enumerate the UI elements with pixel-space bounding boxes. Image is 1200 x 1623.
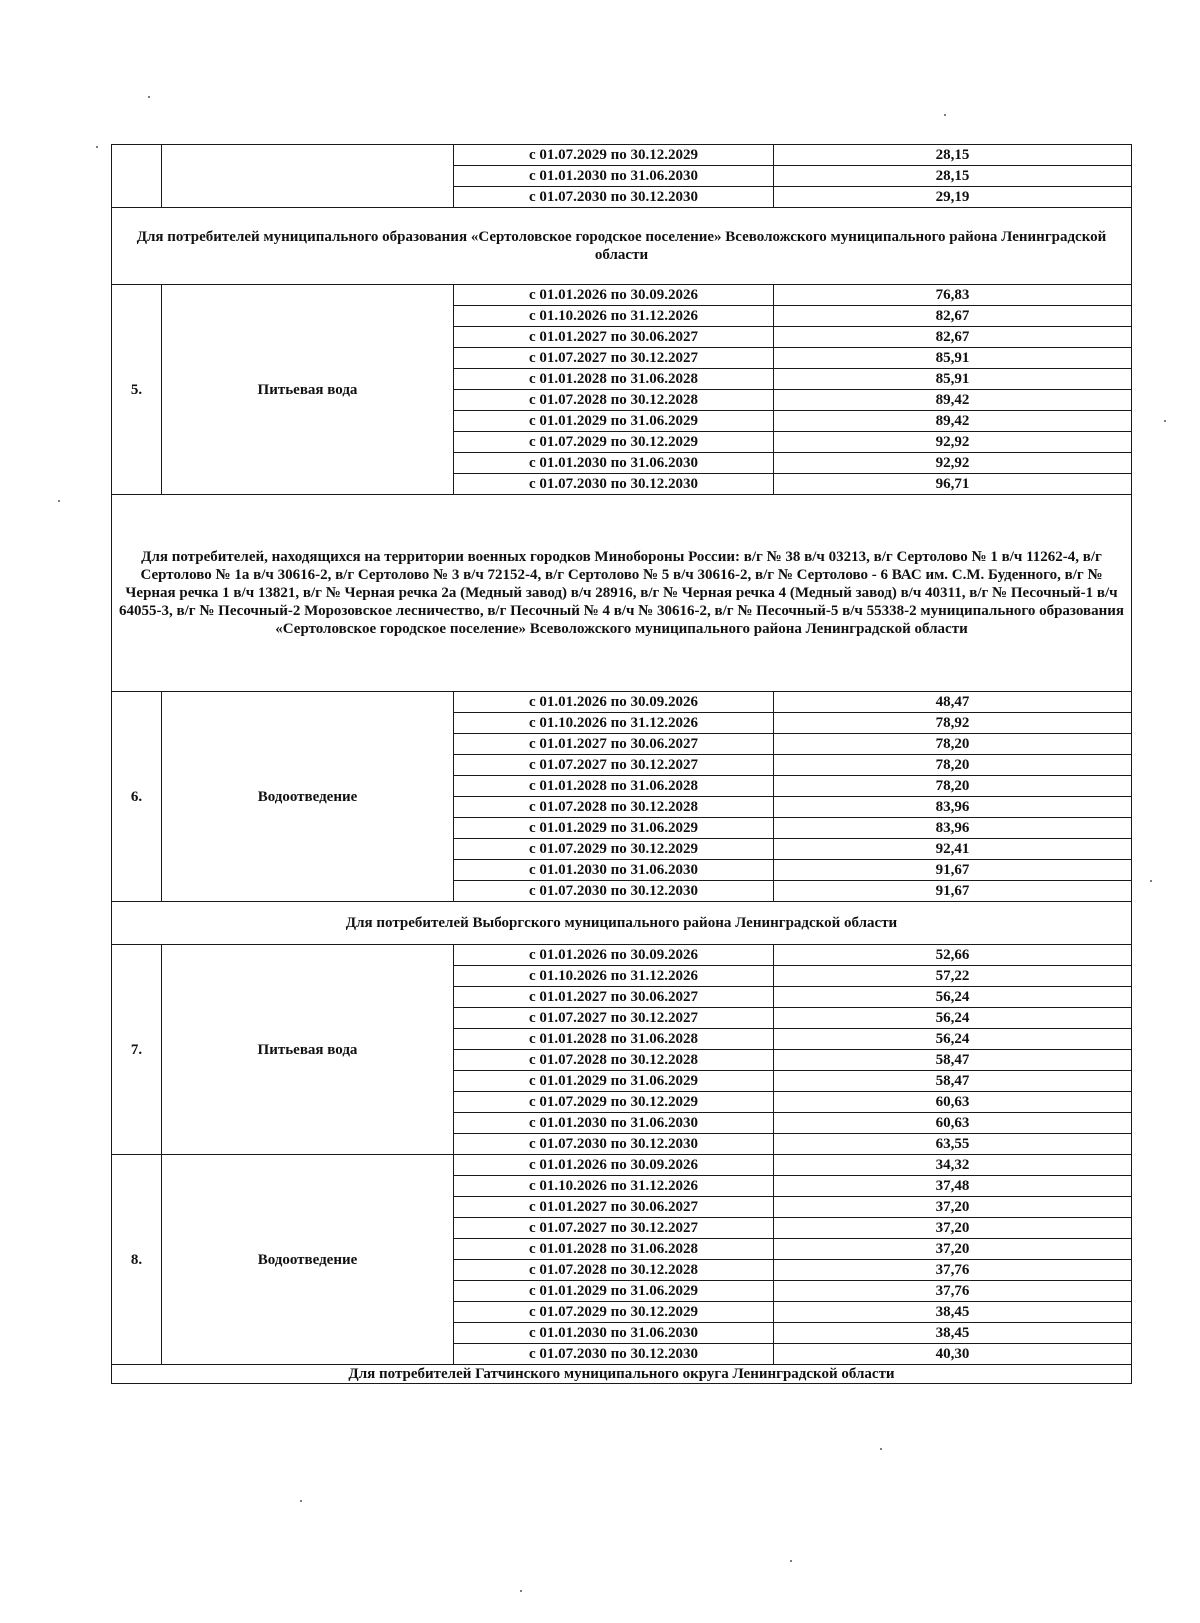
section-header-row <box>112 495 1132 692</box>
period-cell: с 01.07.2027 по 30.12.2027 <box>454 1218 774 1239</box>
period-cell: с 01.10.2026 по 31.12.2026 <box>454 306 774 327</box>
section-header-row <box>112 902 1132 945</box>
period-cell: с 01.10.2026 по 31.12.2026 <box>454 713 774 734</box>
tariff-value: 63,55 <box>774 1134 1132 1155</box>
tariff-value: 78,20 <box>774 734 1132 755</box>
tariff-value: 92,41 <box>774 839 1132 860</box>
item-number: 8. <box>112 1155 162 1365</box>
item-number: 6. <box>112 692 162 902</box>
period-cell: с 01.07.2028 по 30.12.2028 <box>454 390 774 411</box>
period-cell: с 01.07.2030 по 30.12.2030 <box>454 187 774 208</box>
tariff-value: 89,42 <box>774 411 1132 432</box>
tariff-value: 37,20 <box>774 1239 1132 1260</box>
tariff-value: 83,96 <box>774 818 1132 839</box>
tariff-value: 85,91 <box>774 369 1132 390</box>
period-cell: с 01.01.2027 по 30.06.2027 <box>454 987 774 1008</box>
period-cell: с 01.07.2027 по 30.12.2027 <box>454 755 774 776</box>
service-name: Водоотведение <box>162 692 454 902</box>
tariff-value: 89,42 <box>774 390 1132 411</box>
scan-speck <box>300 1500 302 1502</box>
tariff-value: 96,71 <box>774 474 1132 495</box>
period-cell: с 01.01.2028 по 31.06.2028 <box>454 1029 774 1050</box>
tariff-table <box>111 144 1132 1384</box>
period-cell: с 01.10.2026 по 31.12.2026 <box>454 966 774 987</box>
period-cell: с 01.01.2026 по 30.09.2026 <box>454 692 774 713</box>
service-name: Водоотведение <box>162 1155 454 1365</box>
tariff-value: 60,63 <box>774 1092 1132 1113</box>
period-cell: с 01.01.2030 по 31.06.2030 <box>454 860 774 881</box>
tariff-value: 38,45 <box>774 1323 1132 1344</box>
tariff-value: 37,20 <box>774 1197 1132 1218</box>
period-cell: с 01.07.2030 по 30.12.2030 <box>454 474 774 495</box>
tariff-value: 78,92 <box>774 713 1132 734</box>
section-header-row <box>112 208 1132 285</box>
period-cell: с 01.07.2030 по 30.12.2030 <box>454 1344 774 1365</box>
period-cell: с 01.01.2026 по 30.09.2026 <box>454 945 774 966</box>
tariff-value: 85,91 <box>774 348 1132 369</box>
tariff-value: 37,48 <box>774 1176 1132 1197</box>
tariff-row <box>112 692 1132 713</box>
period-cell: с 01.07.2029 по 30.12.2029 <box>454 145 774 166</box>
tariff-value: 60,63 <box>774 1113 1132 1134</box>
period-cell: с 01.07.2029 по 30.12.2029 <box>454 1302 774 1323</box>
period-cell: с 01.01.2030 по 31.06.2030 <box>454 1323 774 1344</box>
tariff-value: 76,83 <box>774 285 1132 306</box>
service-name <box>162 145 454 208</box>
item-number <box>112 145 162 208</box>
tariff-value: 58,47 <box>774 1071 1132 1092</box>
item-number: 5. <box>112 285 162 495</box>
tariff-value: 40,30 <box>774 1344 1132 1365</box>
section-header-text: Для потребителей Выборгского муниципального района Ленинградской области <box>112 902 1132 945</box>
scan-speck <box>148 96 150 98</box>
scan-speck <box>944 114 946 116</box>
period-cell: с 01.01.2028 по 31.06.2028 <box>454 369 774 390</box>
tariff-value: 78,20 <box>774 776 1132 797</box>
tariff-row <box>112 945 1132 966</box>
tariff-value: 57,22 <box>774 966 1132 987</box>
period-cell: с 01.01.2029 по 31.06.2029 <box>454 818 774 839</box>
section-header-text: Для потребителей Гатчинского муниципального округа Ленинградской области <box>112 1365 1132 1384</box>
scan-speck <box>96 146 98 148</box>
period-cell: с 01.01.2028 по 31.06.2028 <box>454 776 774 797</box>
period-cell: с 01.01.2026 по 30.09.2026 <box>454 1155 774 1176</box>
tariff-value: 37,20 <box>774 1218 1132 1239</box>
period-cell: с 01.07.2028 по 30.12.2028 <box>454 1260 774 1281</box>
tariff-value: 82,67 <box>774 306 1132 327</box>
period-cell: с 01.01.2028 по 31.06.2028 <box>454 1239 774 1260</box>
document-page <box>111 144 1131 1384</box>
period-cell: с 01.07.2029 по 30.12.2029 <box>454 1092 774 1113</box>
tariff-value: 56,24 <box>774 1029 1132 1050</box>
tariff-value: 38,45 <box>774 1302 1132 1323</box>
tariff-row <box>112 145 1132 166</box>
service-name: Питьевая вода <box>162 945 454 1155</box>
tariff-value: 29,19 <box>774 187 1132 208</box>
scan-speck <box>1150 880 1152 882</box>
tariff-value: 91,67 <box>774 860 1132 881</box>
tariff-row <box>112 1155 1132 1176</box>
period-cell: с 01.01.2027 по 30.06.2027 <box>454 327 774 348</box>
tariff-value: 82,67 <box>774 327 1132 348</box>
period-cell: с 01.01.2029 по 31.06.2029 <box>454 1281 774 1302</box>
scan-speck <box>880 1448 882 1450</box>
period-cell: с 01.01.2027 по 30.06.2027 <box>454 734 774 755</box>
tariff-value: 92,92 <box>774 453 1132 474</box>
tariff-value: 48,47 <box>774 692 1132 713</box>
tariff-value: 58,47 <box>774 1050 1132 1071</box>
period-cell: с 01.07.2030 по 30.12.2030 <box>454 1134 774 1155</box>
period-cell: с 01.01.2029 по 31.06.2029 <box>454 1071 774 1092</box>
tariff-value: 56,24 <box>774 1008 1132 1029</box>
section-header-text: Для потребителей муниципального образования «Сертоловское городское поселение» Всеволожского муниципального района Ленинградской области <box>112 208 1132 285</box>
tariff-value: 37,76 <box>774 1260 1132 1281</box>
scan-speck <box>520 1590 522 1592</box>
period-cell: с 01.07.2029 по 30.12.2029 <box>454 432 774 453</box>
period-cell: с 01.01.2030 по 31.06.2030 <box>454 166 774 187</box>
tariff-value: 56,24 <box>774 987 1132 1008</box>
scan-speck <box>58 500 60 502</box>
period-cell: с 01.01.2027 по 30.06.2027 <box>454 1197 774 1218</box>
tariff-value: 83,96 <box>774 797 1132 818</box>
period-cell: с 01.01.2030 по 31.06.2030 <box>454 1113 774 1134</box>
scan-speck <box>1164 420 1166 422</box>
tariff-value: 92,92 <box>774 432 1132 453</box>
period-cell: с 01.01.2029 по 31.06.2029 <box>454 411 774 432</box>
period-cell: с 01.07.2028 по 30.12.2028 <box>454 797 774 818</box>
item-number: 7. <box>112 945 162 1155</box>
section-header-text: Для потребителей, находящихся на территории военных городков Минобороны России: в/г № 38 в/ч 03213, в/г Сертолово № 1 в/ч 11262-4, в/г Сертолово № 1а в/ч 30616-2, в/г Сертолово № 3 в/ч 72152-4, в/г Сертолово № 5 в/ч 30616-2, в/г № Сертолово - 6 ВАС им. С.М. Буденного, в/г № Черная речка 1 в/ч 13821, в/г № Черная речка 2а (Медный завод) в/ч 28916, в/г № Черная речка 4 (Медный завод) в/ч 40311, в/г № Песочный-1 в/ч 64055-3, в/г № Песочный-2 Морозовское лесничество, в/г Песочный № 4 в/ч № 30616-2, в/г № Песочный-5 в/ч 55338-2 муниципального образования «Сертоловское городское поселение» Всеволожского муниципального района Ленинградской области <box>112 495 1132 692</box>
period-cell: с 01.07.2029 по 30.12.2029 <box>454 839 774 860</box>
period-cell: с 01.01.2026 по 30.09.2026 <box>454 285 774 306</box>
tariff-row <box>112 285 1132 306</box>
tariff-value: 91,67 <box>774 881 1132 902</box>
period-cell: с 01.10.2026 по 31.12.2026 <box>454 1176 774 1197</box>
tariff-value: 34,32 <box>774 1155 1132 1176</box>
period-cell: с 01.01.2030 по 31.06.2030 <box>454 453 774 474</box>
period-cell: с 01.07.2027 по 30.12.2027 <box>454 348 774 369</box>
section-header-row <box>112 1365 1132 1384</box>
period-cell: с 01.07.2027 по 30.12.2027 <box>454 1008 774 1029</box>
tariff-value: 37,76 <box>774 1281 1132 1302</box>
period-cell: с 01.07.2028 по 30.12.2028 <box>454 1050 774 1071</box>
scan-speck <box>790 1560 792 1562</box>
service-name: Питьевая вода <box>162 285 454 495</box>
tariff-value: 78,20 <box>774 755 1132 776</box>
tariff-value: 28,15 <box>774 166 1132 187</box>
period-cell: с 01.07.2030 по 30.12.2030 <box>454 881 774 902</box>
tariff-value: 28,15 <box>774 145 1132 166</box>
tariff-value: 52,66 <box>774 945 1132 966</box>
